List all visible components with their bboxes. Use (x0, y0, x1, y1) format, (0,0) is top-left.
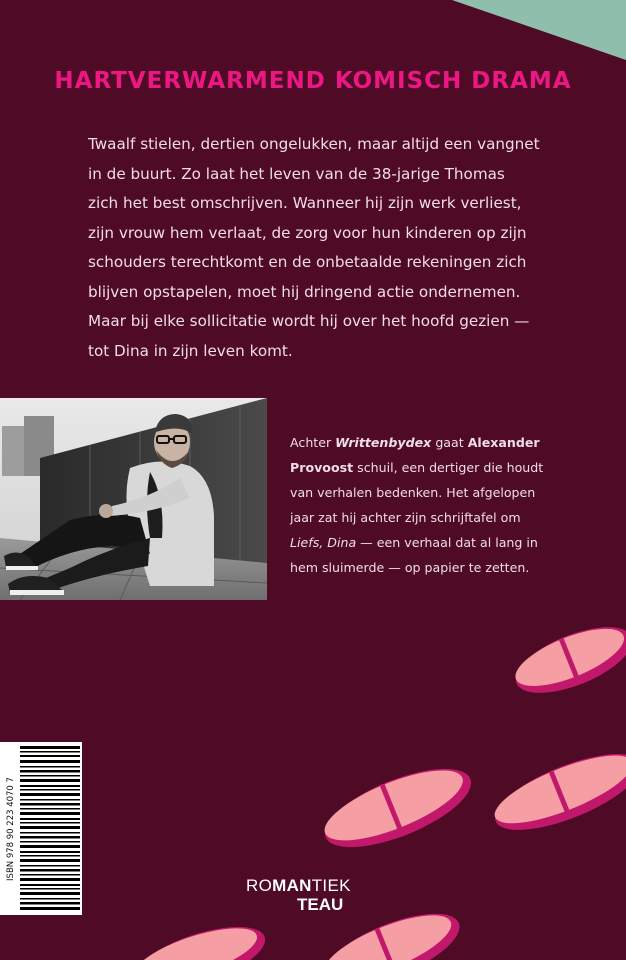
logo-man: MAN (272, 876, 312, 895)
blurb-line: zijn vrouw hem verlaat, de zorg voor hun kinderen op zijn (88, 223, 527, 242)
author-name: Alexander Provoost (290, 435, 540, 475)
logo-top-line (246, 876, 386, 895)
footprint (486, 739, 626, 846)
bio-text: gaat (431, 435, 468, 450)
blurb-line: schouders terechtkomt en de onbetaalde rekeningen zich (88, 253, 527, 271)
isbn-number (4, 742, 18, 915)
blurb-line: blijven opstapelen, moet hij dringend actie ondernemen. (88, 282, 521, 301)
footprint (128, 914, 272, 960)
blurb-line: zich het best omschrijven. Wanneer hij zijn werk verliest, (88, 194, 522, 212)
author-pseudonym: Writtenbydex (335, 435, 432, 450)
headline: HARTVERWARMEND KOMISCH DRAMA (54, 68, 572, 94)
bio-text: Achter (290, 435, 336, 450)
blurb-line: Maar bij elke sollicitatie wordt hij over het hoofd gezien — (88, 312, 530, 330)
footprint (315, 753, 481, 863)
logo-tiek: TIEK (311, 876, 351, 895)
publisher-logo (246, 876, 386, 914)
blurb-line: Twaalf stielen, dertien ongelukken, maar altijd een vangnet (88, 135, 540, 153)
logo-teau: TEAU (297, 895, 344, 914)
logo-ro: RO (246, 876, 273, 895)
book-title: Liefs, Dina (290, 535, 357, 550)
blurb-line: tot Dina in zijn leven komt. (88, 341, 293, 360)
bio-text: schuil, een dertiger die houdt van verhalen bedenken. Het afgelopen jaar zat hij achter zijn schrijftafel om (290, 460, 544, 525)
footprint (507, 614, 626, 707)
isbn-text: ISBN 978 90 223 4070 7 (6, 776, 16, 881)
blurb-line: in de buurt. Zo laat het leven van de 38-jarige Thomas (88, 164, 505, 183)
bio-text: — een verhaal dat al lang in hem sluimerde — op papier te zetten. (290, 535, 538, 575)
